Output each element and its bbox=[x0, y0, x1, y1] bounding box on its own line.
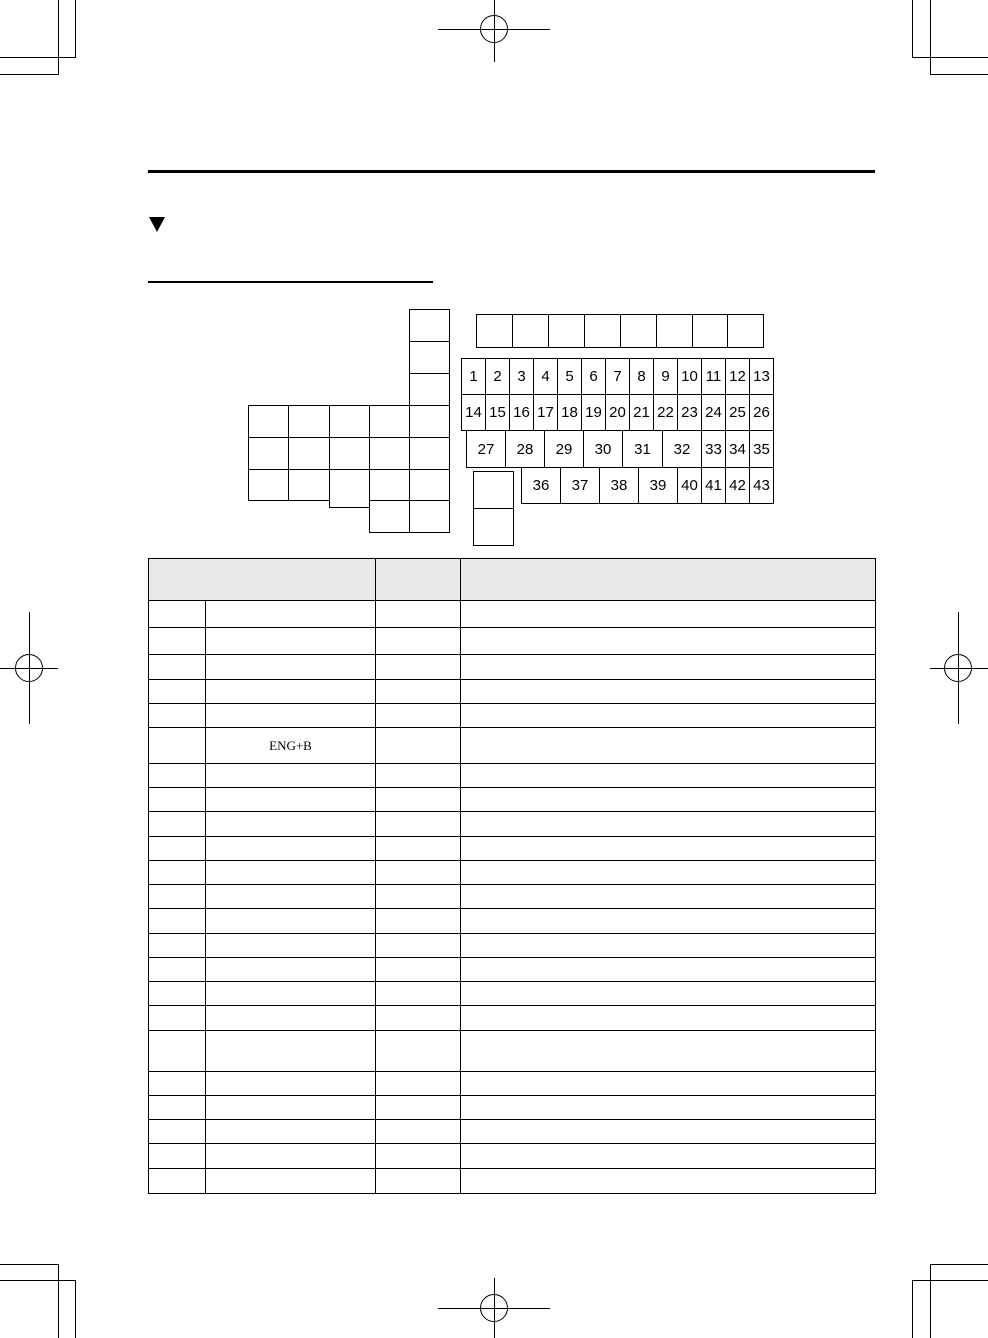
table-row bbox=[149, 982, 876, 1006]
fuse-number: 33 bbox=[705, 440, 722, 458]
crop-line bbox=[0, 74, 59, 75]
fuse-number: 38 bbox=[610, 477, 628, 494]
relay-slot bbox=[288, 405, 330, 438]
fuse-table bbox=[148, 558, 876, 1194]
table-row bbox=[149, 1096, 876, 1120]
fuse-number: 28 bbox=[516, 440, 534, 458]
fuse-slot bbox=[629, 394, 654, 431]
fuse-number: 37 bbox=[571, 477, 589, 494]
fuse-number: 3 bbox=[517, 368, 526, 385]
fuse-slot bbox=[701, 394, 726, 431]
fuse-number: 24 bbox=[705, 404, 722, 421]
relay-slot bbox=[473, 508, 514, 546]
fuse-number: 27 bbox=[477, 440, 495, 458]
fuse-slot bbox=[701, 430, 726, 468]
fuse-slot bbox=[521, 467, 561, 504]
fuse-number: 35 bbox=[753, 440, 770, 458]
crop-line bbox=[75, 0, 76, 58]
table-row bbox=[149, 1031, 876, 1072]
registration-target-icon bbox=[944, 654, 972, 682]
registration-target-icon bbox=[480, 15, 508, 43]
fuse-number: 26 bbox=[753, 404, 770, 421]
subheading-rule bbox=[148, 281, 433, 283]
fuse-slot bbox=[557, 394, 582, 431]
fuse-number: 34 bbox=[729, 440, 746, 458]
relay-slot bbox=[409, 373, 450, 406]
header-cell bbox=[149, 559, 376, 601]
crop-line bbox=[912, 1280, 913, 1338]
relay-slot bbox=[727, 314, 764, 348]
fuse-number: 14 bbox=[465, 404, 482, 421]
table-row bbox=[149, 764, 876, 788]
fuse-slot bbox=[544, 430, 584, 468]
fuse-slot bbox=[677, 358, 702, 395]
relay-slot bbox=[548, 314, 585, 348]
fuse-number: 9 bbox=[661, 368, 670, 385]
fuse-slot bbox=[505, 430, 545, 468]
fuse-slot bbox=[701, 358, 726, 395]
crop-line bbox=[930, 1264, 931, 1338]
crop-line bbox=[912, 57, 988, 58]
registration-target-icon bbox=[480, 1294, 508, 1322]
crop-line bbox=[930, 0, 931, 74]
table-row bbox=[149, 885, 876, 909]
registration-target-icon bbox=[15, 654, 43, 682]
relay-slot bbox=[409, 437, 450, 470]
relay-slot bbox=[692, 314, 728, 348]
fuse-number: 1 bbox=[469, 368, 478, 385]
fuse-name-cell: ENG+B bbox=[206, 728, 376, 764]
crop-line bbox=[912, 1280, 988, 1281]
table-row bbox=[149, 704, 876, 728]
fuse-slot bbox=[583, 430, 623, 468]
fuse-number: 36 bbox=[532, 477, 550, 494]
fuse-slot bbox=[599, 467, 639, 504]
fuse-slot bbox=[581, 394, 606, 431]
fuse-slot bbox=[725, 467, 750, 504]
table-row bbox=[149, 728, 876, 764]
table-row bbox=[149, 812, 876, 837]
fuse-number: 7 bbox=[613, 368, 622, 385]
fuse-slot bbox=[677, 467, 702, 504]
table-header-row bbox=[149, 559, 876, 601]
table-row bbox=[149, 628, 876, 655]
relay-slot bbox=[329, 405, 370, 438]
crop-line bbox=[75, 1280, 76, 1338]
fuse-slot bbox=[485, 358, 510, 395]
crop-line bbox=[930, 74, 988, 75]
fuse-slot bbox=[662, 430, 702, 468]
crop-line bbox=[58, 0, 59, 74]
fuse-number: 12 bbox=[729, 368, 746, 385]
fuse-number: 20 bbox=[609, 404, 626, 421]
fuse-number: 15 bbox=[489, 404, 506, 421]
relay-slot bbox=[409, 469, 450, 501]
relay-slot bbox=[656, 314, 693, 348]
table-row bbox=[149, 1072, 876, 1096]
table-row bbox=[149, 1006, 876, 1031]
fuse-number: 11 bbox=[705, 368, 722, 385]
fuse-slot bbox=[749, 358, 774, 395]
fuse-number: 4 bbox=[541, 368, 550, 385]
fuse-slot bbox=[629, 358, 654, 395]
fuse-number: 13 bbox=[753, 368, 770, 385]
table-row bbox=[149, 934, 876, 958]
fuse-slot bbox=[533, 394, 558, 431]
fuse-slot bbox=[605, 358, 630, 395]
fuse-slot bbox=[461, 358, 486, 395]
relay-slot bbox=[476, 314, 513, 348]
fuse-slot bbox=[581, 358, 606, 395]
fuse-number: 10 bbox=[681, 368, 698, 385]
relay-slot bbox=[409, 309, 450, 342]
table-row bbox=[149, 837, 876, 861]
header-cell bbox=[376, 559, 461, 601]
table-row bbox=[149, 680, 876, 704]
fuse-slot bbox=[461, 394, 486, 431]
fuse-slot bbox=[749, 467, 774, 504]
fuse-slot bbox=[509, 358, 534, 395]
triangle-bullet-icon bbox=[149, 217, 165, 232]
relay-slot bbox=[288, 437, 330, 470]
fuse-slot bbox=[557, 358, 582, 395]
fuse-number: 19 bbox=[585, 404, 602, 421]
crop-line bbox=[58, 1264, 59, 1338]
relay-slot bbox=[584, 314, 621, 348]
fuse-number: 42 bbox=[729, 477, 746, 494]
relay-slot bbox=[369, 405, 410, 438]
fuse-slot bbox=[725, 394, 750, 431]
fuse-number: 29 bbox=[555, 440, 573, 458]
crop-line bbox=[912, 0, 913, 58]
fuse-number: 16 bbox=[513, 404, 530, 421]
relay-slot bbox=[248, 405, 289, 438]
table-row bbox=[149, 958, 876, 982]
table-row bbox=[149, 909, 876, 934]
relay-slot bbox=[248, 469, 289, 501]
relay-slot bbox=[248, 437, 289, 470]
fuse-slot bbox=[605, 394, 630, 431]
table-row bbox=[149, 1144, 876, 1169]
fuse-slot bbox=[725, 358, 750, 395]
relay-slot bbox=[409, 405, 450, 438]
relay-slot bbox=[620, 314, 657, 348]
relay-slot bbox=[288, 469, 330, 501]
table-row bbox=[149, 1120, 876, 1144]
table-row bbox=[149, 861, 876, 885]
fuse-slot bbox=[701, 467, 726, 504]
relay-slot bbox=[409, 500, 450, 533]
fuse-number: 5 bbox=[565, 368, 574, 385]
fuse-slot bbox=[749, 394, 774, 431]
header-rule bbox=[148, 170, 875, 173]
relay-slot bbox=[369, 500, 410, 533]
fuse-slot bbox=[509, 394, 534, 431]
crop-line bbox=[0, 1280, 76, 1281]
relay-slot bbox=[329, 437, 370, 470]
crop-line bbox=[0, 1264, 59, 1265]
fuse-number: 32 bbox=[673, 440, 691, 458]
crop-line bbox=[0, 57, 76, 58]
fuse-number: 21 bbox=[633, 404, 650, 421]
fuse-number: 22 bbox=[657, 404, 674, 421]
table-row bbox=[149, 655, 876, 680]
relay-slot bbox=[369, 437, 410, 470]
table-row bbox=[149, 1169, 876, 1194]
fuse-number: 6 bbox=[589, 368, 598, 385]
fuse-number: 2 bbox=[493, 368, 502, 385]
fuse-number: 39 bbox=[649, 477, 667, 494]
fuse-slot bbox=[485, 394, 510, 431]
table-row bbox=[149, 601, 876, 628]
fuse-number: 23 bbox=[681, 404, 698, 421]
relay-slot bbox=[512, 314, 549, 348]
fuse-slot bbox=[560, 467, 600, 504]
relay-slot bbox=[329, 469, 370, 508]
fuse-number: 25 bbox=[729, 404, 746, 421]
fuse-number: 40 bbox=[681, 477, 698, 494]
fuse-number: 31 bbox=[634, 440, 651, 458]
fuse-number: 18 bbox=[561, 404, 578, 421]
relay-slot bbox=[409, 341, 450, 374]
crop-line bbox=[930, 1264, 988, 1265]
fuse-number: 8 bbox=[637, 368, 646, 385]
fuse-number: 41 bbox=[705, 477, 722, 494]
table-row bbox=[149, 788, 876, 812]
fuse-slot bbox=[653, 394, 678, 431]
fuse-slot bbox=[466, 430, 506, 468]
fuse-slot bbox=[725, 430, 750, 468]
fuse-number: 30 bbox=[594, 440, 612, 458]
fuse-slot bbox=[653, 358, 678, 395]
fuse-number: 43 bbox=[753, 477, 770, 494]
header-cell bbox=[461, 559, 876, 601]
fuse-slot bbox=[677, 394, 702, 431]
relay-slot bbox=[473, 471, 514, 509]
fuse-slot bbox=[638, 467, 678, 504]
fuse-slot bbox=[533, 358, 558, 395]
fuse-number: 17 bbox=[537, 404, 554, 421]
fuse-slot bbox=[622, 430, 663, 468]
relay-slot bbox=[369, 469, 410, 501]
fuse-slot bbox=[749, 430, 774, 468]
